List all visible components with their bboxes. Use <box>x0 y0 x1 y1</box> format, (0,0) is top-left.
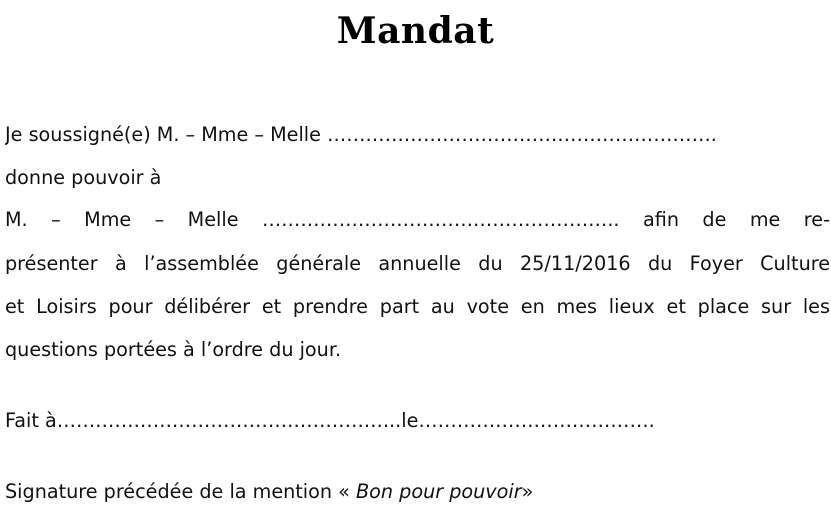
power-line: donne pouvoir à <box>5 166 162 189</box>
signature-label: Signature précédée de la mention « <box>5 480 356 503</box>
proxy-label: M. – Mme – Melle <box>5 208 262 231</box>
proxy-suffix: afin de me re- <box>642 208 830 231</box>
date-blank: ………………………………. <box>418 409 655 432</box>
signature-mention: Bon pour pouvoir <box>355 480 522 503</box>
mandator-label: Je soussigné(e) M. – Mme – Melle <box>5 123 328 146</box>
date-label: le <box>401 409 419 432</box>
mandator-line <box>5 123 830 147</box>
document-title: Mandat <box>336 10 495 52</box>
body-line-agenda: questions portées à l’ordre du jour. <box>5 338 342 361</box>
signature-line <box>5 480 830 504</box>
signature-close-quote: » <box>521 480 534 503</box>
mandator-name-blank: ……………………………………………………. <box>327 123 717 146</box>
proxy-name-blank: ……………………………………………….. <box>261 208 643 231</box>
place-label: Fait à <box>5 409 57 432</box>
body-line-assembly: présenter à l’assemblée générale annuelle du 25/11/2016 du Foyer Culture <box>5 252 830 275</box>
proxy-line <box>5 208 830 232</box>
body-line-vote: et Loisirs pour délibérer et prendre part au vote en mes lieux et place sur les <box>5 295 830 318</box>
place-blank: ……………………………………………... <box>56 409 402 432</box>
place-date-line <box>5 409 830 433</box>
